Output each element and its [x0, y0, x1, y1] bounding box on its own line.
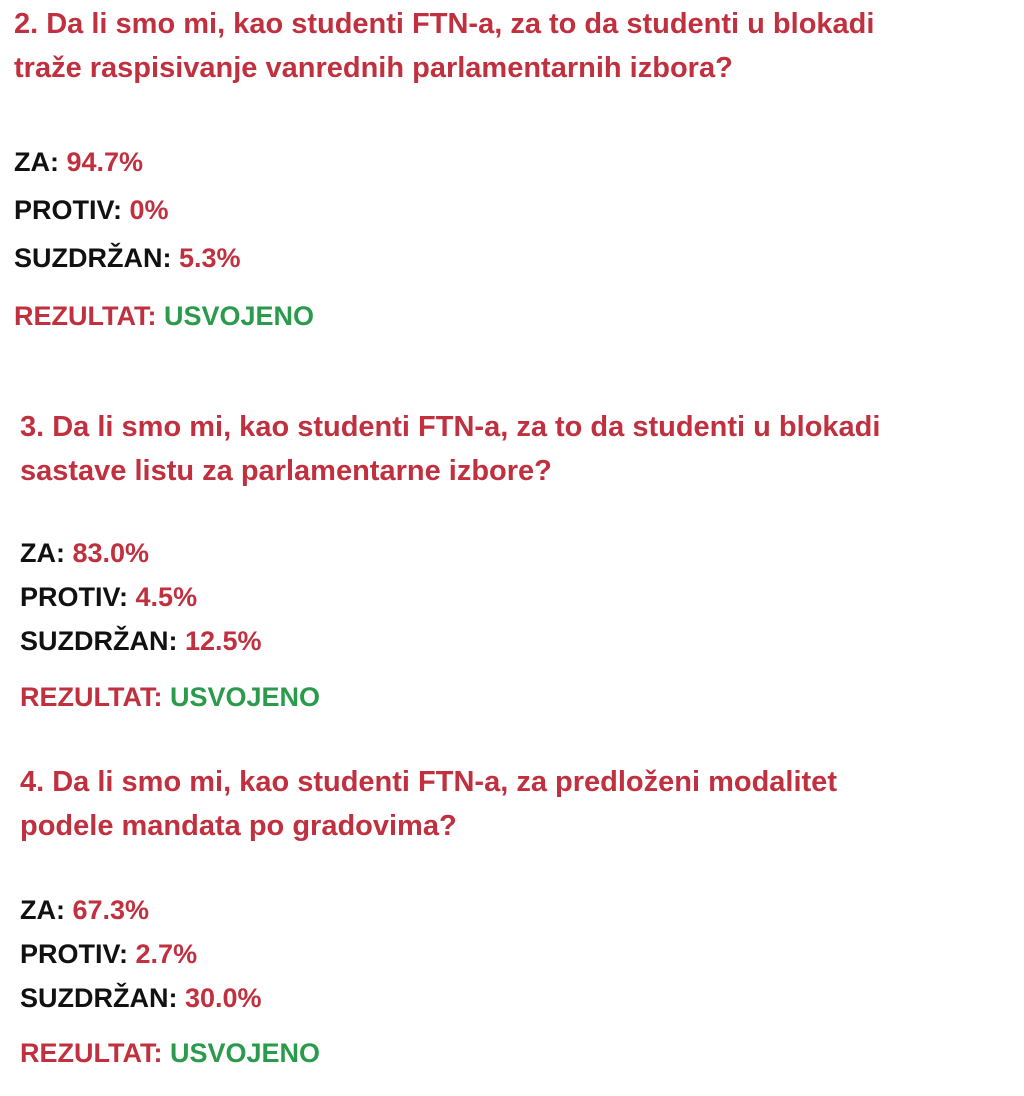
vote-against-label: PROTIV: — [20, 582, 129, 612]
vote-for-value: 94.7% — [66, 147, 144, 177]
question-line-2: traže raspisivanje vanrednih parlamentarnih izbora? — [14, 52, 733, 84]
vote-abstain-label: SUZDRŽAN: — [20, 983, 178, 1013]
vote-result-label: REZULTAT: — [20, 682, 163, 712]
vote-abstain-label: SUZDRŽAN: — [14, 243, 172, 273]
vote-result — [20, 680, 320, 714]
vote-result-value: USVOJENO — [169, 682, 321, 712]
question-text — [20, 760, 837, 848]
vote-result-label: REZULTAT: — [20, 1038, 163, 1068]
question-line-1: 4. Da li smo mi, kao studenti FTN-a, za predloženi modalitet — [20, 766, 837, 798]
vote-for-label: ZA: — [14, 147, 59, 177]
vote-for — [20, 893, 149, 927]
question-line-2: sastave listu za parlamentarne izbore? — [20, 455, 552, 487]
vote-for-label: ZA: — [20, 538, 65, 568]
vote-abstain — [14, 241, 241, 275]
vote-against-value: 4.5% — [135, 582, 198, 612]
question-line-1: 3. Da li smo mi, kao studenti FTN-a, za to da studenti u blokadi — [20, 411, 881, 443]
vote-for — [20, 536, 149, 570]
vote-result — [14, 299, 314, 333]
vote-for — [14, 145, 143, 179]
vote-abstain — [20, 981, 262, 1015]
vote-result-label: REZULTAT: — [14, 301, 157, 331]
vote-for-value: 83.0% — [72, 538, 150, 568]
vote-result-value: USVOJENO — [163, 301, 315, 331]
vote-abstain — [20, 624, 262, 658]
vote-against — [20, 580, 197, 614]
vote-abstain-value: 12.5% — [185, 626, 262, 656]
vote-against — [14, 193, 169, 227]
vote-against — [20, 937, 197, 971]
vote-for-value: 67.3% — [72, 895, 150, 925]
vote-against-label: PROTIV: — [20, 939, 129, 969]
vote-for-label: ZA: — [20, 895, 65, 925]
vote-abstain-value: 5.3% — [179, 243, 241, 273]
question-line-1: 2. Da li smo mi, kao studenti FTN-a, za to da studenti u blokadi — [14, 8, 875, 40]
question-text — [14, 2, 874, 90]
vote-against-value: 2.7% — [135, 939, 198, 969]
vote-abstain-label: SUZDRŽAN: — [20, 626, 178, 656]
vote-abstain-value: 30.0% — [185, 983, 262, 1013]
vote-against-value: 0% — [129, 195, 169, 225]
vote-result-value: USVOJENO — [169, 1038, 321, 1068]
vote-result — [20, 1036, 320, 1070]
vote-against-label: PROTIV: — [14, 195, 123, 225]
question-text — [20, 405, 880, 493]
question-line-2: podele mandata po gradovima? — [20, 810, 457, 842]
